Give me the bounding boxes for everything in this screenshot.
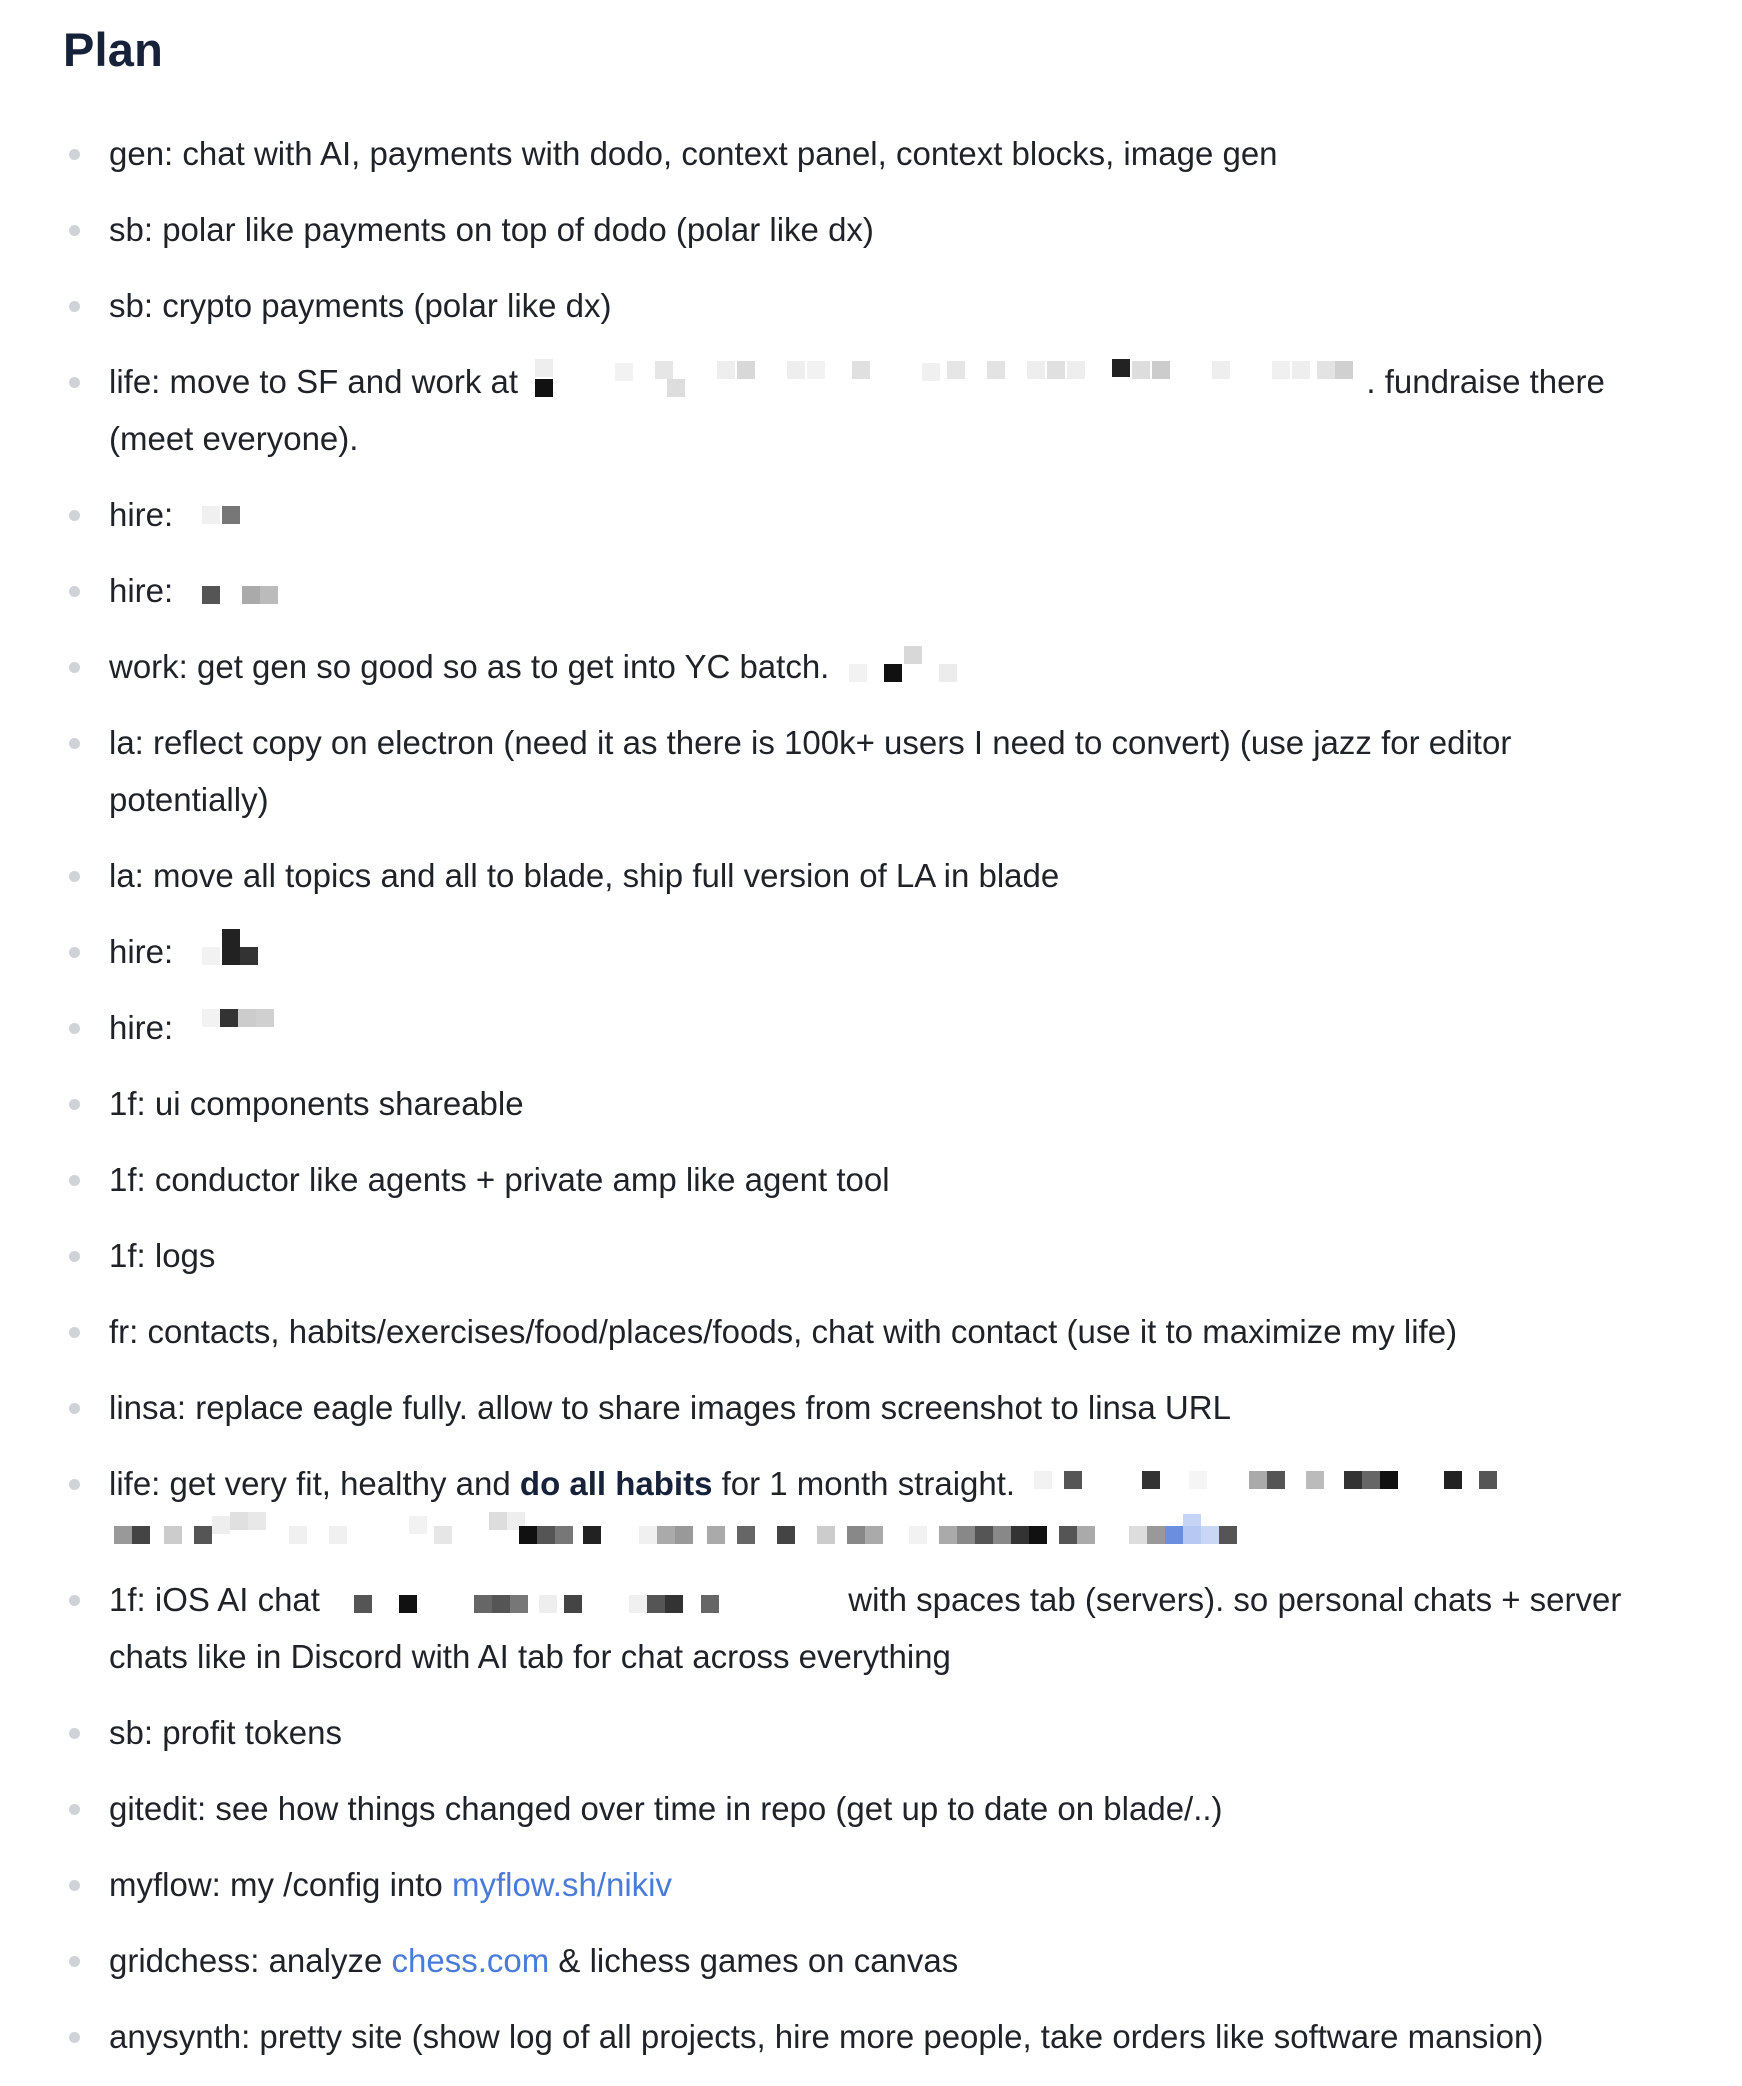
bullet-icon [69,510,80,521]
item-text: life: get very fit, healthy and [109,1465,511,1502]
page-title: Plan [63,23,164,76]
item-text: life: move to SF and work at [109,363,519,400]
item-text: 1f: conductor like agents + private amp like agent tool [109,1161,890,1198]
item-text: sb: polar like payments on top of dodo (polar like dx) [109,211,874,248]
item-text: anysynth: pretty site (show log of all projects, hire more people, take orders like software mansion) [109,2018,1544,2055]
item-text: 1f: logs [109,1237,216,1274]
plan-list [0,125,1742,2084]
redacted-block [839,644,969,684]
bullet-icon [69,225,80,236]
list-item [0,847,1742,904]
bullet-icon [69,586,80,597]
bullet-icon [69,1479,80,1490]
chess-link[interactable]: chess.com [391,1942,550,1979]
redacted-block [1024,1461,1544,1501]
bullet-icon [69,1175,80,1186]
bullet-icon [69,947,80,958]
bullet-icon [69,301,80,312]
list-item [0,1571,1742,1685]
item-text: sb: crypto payments (polar like dx) [109,287,612,324]
bullet-icon [69,1804,80,1815]
list-item [0,1704,1742,1761]
redacted-block [329,1577,839,1617]
list-item [0,1379,1742,1436]
redacted-block [182,929,282,969]
redacted-block [182,492,262,532]
item-text: sb: profit tokens [109,1714,342,1751]
list-item [0,1780,1742,1837]
redacted-block [182,1005,282,1045]
item-text: linsa: replace eagle fully. allow to share images from screenshot to linsa URL [109,1389,1231,1426]
item-text: 1f: iOS AI chat [109,1581,320,1618]
list-item [0,277,1742,334]
item-text: gen: chat with AI, payments with dodo, context panel, context blocks, image gen [109,135,1278,172]
bullet-icon [69,1327,80,1338]
item-text: for 1 month straight. [721,1465,1016,1502]
item-text: . fundraise there (meet everyone). [109,363,1605,457]
list-item [0,999,1742,1056]
redacted-block [182,568,282,608]
bullet-icon [69,1956,80,1967]
list-item [0,1303,1742,1360]
item-text: myflow: my /config into [109,1866,443,1903]
bullet-icon [69,1251,80,1262]
bullet-icon [69,1023,80,1034]
bullet-icon [69,149,80,160]
item-text: & lichess games on canvas [558,1942,959,1979]
bullet-icon [69,1728,80,1739]
list-item [0,1455,1742,1552]
item-text: with spaces tab (servers). so personal chats + server chats like in Discord with AI tab for chat across everything [109,1581,1622,1675]
item-text: hire: [109,1009,174,1046]
item-text: work: get gen so good so as to get into YC batch. [109,648,830,685]
item-text: hire: [109,496,174,533]
list-item [0,1151,1742,1208]
item-text: la: reflect copy on electron (need it as there is 100k+ users I need to convert) (use jazz for editor potentially) [109,724,1512,818]
list-item [0,201,1742,258]
list-item [0,714,1742,828]
list-item [0,486,1742,543]
list-item [0,638,1742,695]
item-text: hire: [109,572,174,609]
item-bold-text: do all habits [519,1465,713,1502]
list-item [0,1932,1742,1989]
item-text: gitedit: see how things changed over time in repo (get up to date on blade/..) [109,1790,1223,1827]
list-item [0,1227,1742,1284]
list-item [0,1075,1742,1132]
list-item [0,2008,1742,2065]
item-text: hire: [109,933,174,970]
list-item [0,125,1742,182]
list-item [0,562,1742,619]
bullet-icon [69,662,80,673]
item-text: 1f: ui components shareable [109,1085,524,1122]
bullet-icon [69,377,80,388]
myflow-link[interactable]: myflow.sh/nikiv [451,1866,673,1903]
list-item [0,1856,1742,1913]
bullet-icon [69,1403,80,1414]
bullet-icon [69,1880,80,1891]
item-text: fr: contacts, habits/exercises/food/places/foods, chat with contact (use it to maximize my life) [109,1313,1458,1350]
list-item [0,353,1742,467]
list-item [0,923,1742,980]
item-text: la: move all topics and all to blade, ship full version of LA in blade [109,857,1060,894]
redacted-block [109,1512,1629,1552]
bullet-icon [69,2032,80,2043]
redacted-block [527,359,1357,399]
bullet-icon [69,871,80,882]
item-text: gridchess: analyze [109,1942,383,1979]
bullet-icon [69,1595,80,1606]
bullet-icon [69,738,80,749]
bullet-icon [69,1099,80,1110]
